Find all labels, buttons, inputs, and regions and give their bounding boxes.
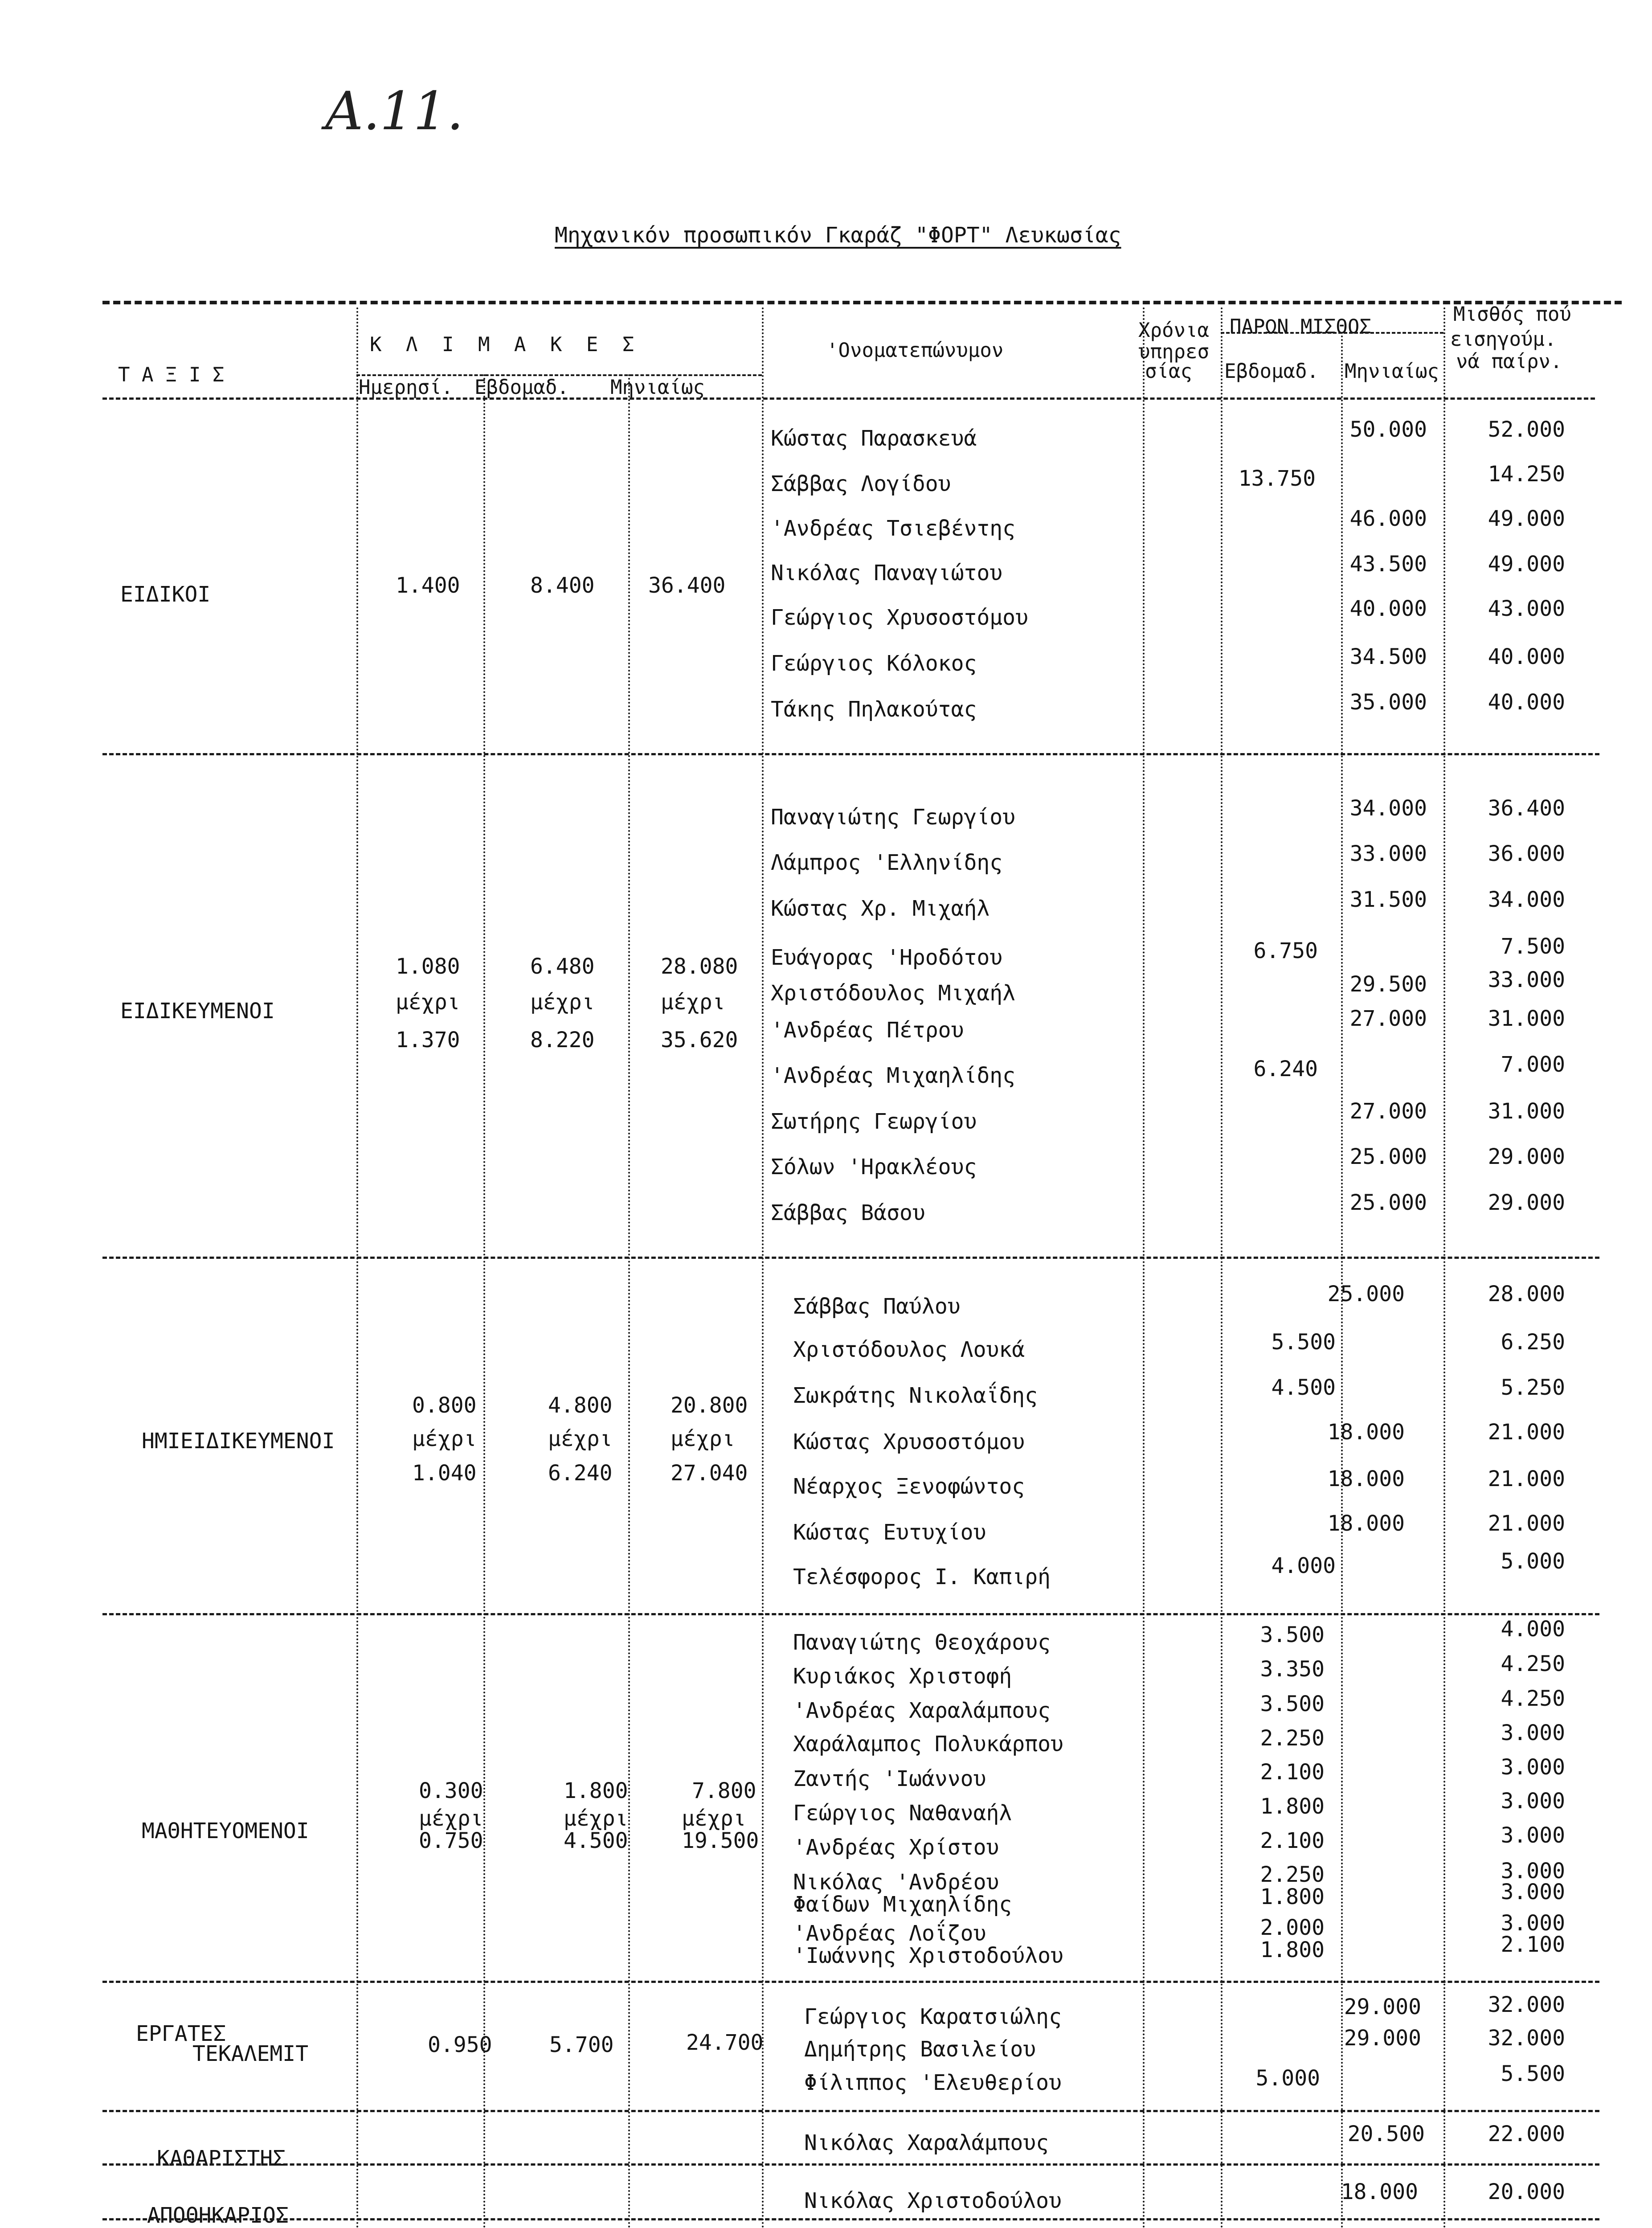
group-taxis: ΗΜΙΕΙΔΙΚΕΥΜΕΝΟΙ bbox=[142, 1429, 335, 1454]
employee-name: Σάββας Βάσου bbox=[771, 1200, 925, 1225]
header-misthos-1: Μισθός πού bbox=[1453, 303, 1571, 326]
scale-day: μέχρι bbox=[412, 1426, 477, 1451]
paron-week: 5.500 bbox=[1271, 1330, 1336, 1355]
paron-month: 27.000 bbox=[1349, 1006, 1427, 1031]
paron-week: 2.100 bbox=[1260, 1828, 1325, 1853]
proposed-salary: 4.250 bbox=[1501, 1686, 1565, 1711]
employee-name: Νικόλας Χαραλάμπους bbox=[804, 2130, 1049, 2155]
proposed-salary: 49.000 bbox=[1488, 506, 1565, 531]
group-taxis: ΑΠΟΘΗΚΑΡΙΟΣ bbox=[147, 2203, 289, 2228]
paron-week: 3.350 bbox=[1260, 1657, 1325, 1682]
proposed-salary: 6.250 bbox=[1501, 1330, 1565, 1355]
employee-name: Κυριάκος Χριστοφή bbox=[793, 1664, 1012, 1689]
header-evdomadiaio: Εβδομαδ. bbox=[474, 376, 569, 399]
paron-month: 34.500 bbox=[1349, 644, 1427, 669]
proposed-salary: 7.000 bbox=[1501, 1052, 1565, 1077]
paron-week: 1.800 bbox=[1260, 1794, 1325, 1819]
proposed-salary: 5.000 bbox=[1501, 1549, 1565, 1574]
header-onomateponymo: 'Ονοματεπώνυμον bbox=[826, 339, 1004, 362]
scale-day: μέχρι bbox=[419, 1806, 483, 1831]
scale-week: 8.220 bbox=[530, 1028, 595, 1053]
paron-month: 27.000 bbox=[1349, 1099, 1427, 1124]
proposed-salary: 36.000 bbox=[1488, 841, 1565, 866]
column-divider bbox=[628, 374, 630, 2228]
proposed-salary: 2.100 bbox=[1501, 1932, 1565, 1957]
proposed-salary: 3.000 bbox=[1501, 1720, 1565, 1745]
employee-name: 'Ανδρέας Λοΐζου bbox=[793, 1921, 986, 1946]
proposed-salary: 28.000 bbox=[1488, 1282, 1565, 1306]
group-taxis: ΕΡΓΑΤΕΣ bbox=[136, 2021, 226, 2046]
handwritten-annotation: A.11. bbox=[325, 80, 464, 142]
group-divider bbox=[102, 1981, 1599, 1983]
employee-name: 'Ανδρέας Πέτρου bbox=[771, 1018, 964, 1043]
paron-month: 18.000 bbox=[1341, 2179, 1418, 2204]
paron-month: 50.000 bbox=[1349, 417, 1427, 442]
employee-name: Λάμπρος 'Ελληνίδης bbox=[771, 850, 1003, 875]
scale-day: 0.800 bbox=[412, 1393, 477, 1418]
employee-name: Σόλων 'Ηρακλέους bbox=[771, 1155, 977, 1180]
scale-day: 1.040 bbox=[412, 1461, 477, 1486]
paron-week: 6.240 bbox=[1253, 1057, 1318, 1081]
group-divider bbox=[102, 1257, 1599, 1259]
group-divider bbox=[102, 2110, 1599, 2112]
header-misthos-2: εισηγούμ. bbox=[1450, 328, 1557, 351]
paron-week: 1.800 bbox=[1260, 1884, 1325, 1909]
scale-week: 1.800 bbox=[564, 1778, 628, 1803]
employee-name: 'Ανδρέας Χαραλάμπους bbox=[793, 1698, 1051, 1723]
scale-month: 7.800 bbox=[692, 1778, 756, 1803]
proposed-salary: 3.000 bbox=[1501, 1823, 1565, 1848]
proposed-salary: 49.000 bbox=[1488, 552, 1565, 577]
proposed-salary: 33.000 bbox=[1488, 967, 1565, 992]
column-divider bbox=[762, 307, 764, 2228]
proposed-salary: 3.000 bbox=[1501, 1789, 1565, 1814]
proposed-salary: 3.000 bbox=[1501, 1859, 1565, 1884]
paron-month: 25.000 bbox=[1327, 1282, 1405, 1306]
scale-week: μέχρι bbox=[564, 1806, 628, 1831]
employee-name: Παναγιώτης Γεωργίου bbox=[771, 805, 1016, 830]
header-taxis: Τ Α Ξ Ι Σ bbox=[118, 364, 225, 386]
scale-month: μέχρι bbox=[661, 990, 725, 1015]
employee-name: Χριστόδουλος Λουκά bbox=[793, 1337, 1025, 1362]
employee-name: Γεώργιος Ναθαναήλ bbox=[793, 1801, 1012, 1826]
proposed-salary: 20.000 bbox=[1488, 2179, 1565, 2204]
scale-week: 4.500 bbox=[564, 1828, 628, 1853]
scale-month: 28.080 bbox=[661, 954, 738, 979]
paron-week: 2.250 bbox=[1260, 1726, 1325, 1751]
scale-day: 0.950 bbox=[428, 2032, 492, 2057]
paron-month: 46.000 bbox=[1349, 506, 1427, 531]
scale-week: 4.800 bbox=[548, 1393, 613, 1418]
scale-month: 19.500 bbox=[682, 1828, 759, 1853]
proposed-salary: 52.000 bbox=[1488, 417, 1565, 442]
paron-week: 6.750 bbox=[1253, 938, 1318, 963]
employee-name: Σωκράτης Νικολαΐδης bbox=[793, 1383, 1038, 1408]
employee-name: Ζαντής 'Ιωάννου bbox=[793, 1766, 986, 1791]
proposed-salary: 32.000 bbox=[1488, 2026, 1565, 2051]
scale-month: 36.400 bbox=[648, 573, 726, 598]
paron-week: 2.250 bbox=[1260, 1862, 1325, 1887]
column-divider bbox=[1143, 307, 1145, 2228]
employee-name: Παναγιώτης Θεοχάρους bbox=[793, 1630, 1051, 1655]
paron-month: 40.000 bbox=[1349, 596, 1427, 621]
group-divider bbox=[102, 1613, 1599, 1615]
group-taxis: ΕΙΔΙΚΕΥΜΕΝΟΙ bbox=[120, 999, 275, 1024]
scale-month: μέχρι bbox=[682, 1806, 746, 1831]
proposed-salary: 36.400 bbox=[1488, 796, 1565, 821]
proposed-salary: 31.000 bbox=[1488, 1099, 1565, 1124]
scale-month: μέχρι bbox=[671, 1426, 735, 1451]
scale-day: 1.400 bbox=[396, 573, 460, 598]
paron-week: 3.500 bbox=[1260, 1691, 1325, 1716]
employee-name: 'Ιωάννης Χριστοδούλου bbox=[793, 1943, 1063, 1968]
paron-month: 31.500 bbox=[1349, 887, 1427, 912]
proposed-salary: 40.000 bbox=[1488, 690, 1565, 715]
employee-name: Γεώργιος Χρυσοστόμου bbox=[771, 605, 1028, 630]
scale-week: μέχρι bbox=[548, 1426, 613, 1451]
proposed-salary: 4.250 bbox=[1501, 1651, 1565, 1676]
group-taxis: ΤΕΚΑΛΕΜΙΤ bbox=[192, 2041, 309, 2066]
scale-day: 0.300 bbox=[419, 1778, 483, 1803]
scale-day: 1.080 bbox=[396, 954, 460, 979]
employee-name: Τάκης Πηλακούτας bbox=[771, 697, 977, 722]
proposed-salary: 14.250 bbox=[1488, 462, 1565, 487]
proposed-salary: 21.000 bbox=[1488, 1466, 1565, 1491]
proposed-salary: 7.500 bbox=[1501, 934, 1565, 959]
scale-week: 8.400 bbox=[530, 573, 595, 598]
employee-name: Κώστας Χρ. Μιχαήλ bbox=[771, 896, 990, 921]
header-rule bbox=[1221, 332, 1443, 334]
proposed-salary: 29.000 bbox=[1488, 1190, 1565, 1215]
proposed-salary: 4.000 bbox=[1501, 1617, 1565, 1642]
employee-name: Γεώργιος Καρατσιώλης bbox=[804, 2004, 1062, 2029]
employee-name: Χαράλαμπος Πολυκάρπου bbox=[793, 1732, 1063, 1757]
proposed-salary: 21.000 bbox=[1488, 1420, 1565, 1445]
employee-name: Νικόλας Χριστοδούλου bbox=[804, 2188, 1062, 2213]
paron-month: 25.000 bbox=[1349, 1144, 1427, 1169]
header-paron-miniaio: Μηνιαίως bbox=[1345, 360, 1439, 383]
group-taxis: ΚΑΘΑΡΙΣΤΗΣ bbox=[157, 2146, 286, 2171]
scale-week: 5.700 bbox=[549, 2032, 614, 2057]
header-miniaio: Μηνιαίως bbox=[610, 376, 705, 399]
header-xronia-3: σίας bbox=[1145, 360, 1192, 383]
scale-month: 27.040 bbox=[671, 1461, 748, 1486]
scale-week: μέχρι bbox=[530, 990, 595, 1015]
paron-week: 2.000 bbox=[1260, 1915, 1325, 1940]
employee-name: Φίλιππος 'Ελευθερίου bbox=[804, 2070, 1062, 2095]
scale-month: 35.620 bbox=[661, 1028, 738, 1053]
paron-month: 29.500 bbox=[1349, 972, 1427, 997]
employee-name: Κώστας Ευτυχίου bbox=[793, 1520, 986, 1545]
employee-name: Νικόλας 'Ανδρέου bbox=[793, 1870, 999, 1895]
employee-name: Φαίδων Μιχαηλίδης bbox=[793, 1892, 1012, 1917]
scale-month: 24.700 bbox=[686, 2030, 764, 2055]
employee-name: Δημήτρης Βασιλείου bbox=[804, 2037, 1036, 2062]
proposed-salary: 40.000 bbox=[1488, 644, 1565, 669]
employee-name: Γεώργιος Κόλοκος bbox=[771, 651, 977, 676]
scale-week: 6.240 bbox=[548, 1461, 613, 1486]
paron-week: 2.100 bbox=[1260, 1760, 1325, 1785]
header-misthos-3: νά παίρν. bbox=[1456, 350, 1562, 373]
paron-week: 3.500 bbox=[1260, 1622, 1325, 1647]
proposed-salary: 5.500 bbox=[1501, 2061, 1565, 2086]
group-divider bbox=[102, 2218, 1599, 2220]
proposed-salary: 43.000 bbox=[1488, 596, 1565, 621]
employee-name: Σάββας Λογίδου bbox=[771, 471, 951, 496]
employee-name: Σάββας Παύλου bbox=[793, 1294, 961, 1319]
paron-month: 34.000 bbox=[1349, 796, 1427, 821]
employee-name: 'Ανδρέας Μιχαηλίδης bbox=[771, 1063, 1016, 1088]
group-divider bbox=[102, 2163, 1599, 2166]
scale-day: 1.370 bbox=[396, 1028, 460, 1053]
employee-name: Κώστας Χρυσοστόμου bbox=[793, 1429, 1025, 1454]
employee-name: Σωτήρης Γεωργίου bbox=[771, 1109, 977, 1134]
proposed-salary: 5.250 bbox=[1501, 1375, 1565, 1400]
paron-month: 43.500 bbox=[1349, 552, 1427, 577]
paron-month: 18.000 bbox=[1327, 1420, 1405, 1445]
paron-week: 1.800 bbox=[1260, 1937, 1325, 1962]
paron-month: 29.000 bbox=[1344, 1995, 1421, 2019]
document-title: Μηχανικόν προσωπικόν Γκαράζ "ΦΟΡΤ" Λευκωσίας bbox=[555, 223, 1121, 248]
employee-name: Νέαρχος Ξενοφώντος bbox=[793, 1474, 1025, 1499]
proposed-salary: 22.000 bbox=[1488, 2122, 1565, 2146]
proposed-salary: 32.000 bbox=[1488, 1992, 1565, 2017]
group-taxis: ΜΑΘΗΤΕΥΟΜΕΝΟΙ bbox=[142, 1818, 309, 1843]
paron-month: 33.000 bbox=[1349, 841, 1427, 866]
employee-name: Κώστας Παρασκευά bbox=[771, 426, 977, 451]
header-xronia-1: Χρόνια bbox=[1138, 319, 1209, 342]
group-divider bbox=[102, 753, 1599, 755]
paron-month: 29.000 bbox=[1344, 2026, 1421, 2051]
employee-name: 'Ανδρέας Χρίστου bbox=[793, 1835, 999, 1860]
column-divider bbox=[1443, 307, 1445, 2228]
column-divider bbox=[1221, 307, 1223, 2228]
scale-day: μέχρι bbox=[396, 990, 460, 1015]
scale-month: 20.800 bbox=[671, 1393, 748, 1418]
proposed-salary: 21.000 bbox=[1488, 1511, 1565, 1536]
employee-name: Ευάγορας 'Ηροδότου bbox=[771, 945, 1003, 970]
header-paron-evdomad: Εβδομαδ. bbox=[1224, 360, 1319, 383]
header-bottom-rule bbox=[102, 397, 1595, 400]
paron-week: 5.000 bbox=[1255, 2066, 1320, 2091]
employee-name: 'Ανδρέας Τσιεβέντης bbox=[771, 516, 1016, 541]
header-xronia-2: υπηρεσ bbox=[1138, 340, 1209, 363]
paron-week: 4.000 bbox=[1271, 1553, 1336, 1578]
proposed-salary: 29.000 bbox=[1488, 1144, 1565, 1169]
header-imerisio: Ημερησί. bbox=[359, 376, 453, 399]
column-divider bbox=[483, 374, 485, 2228]
employee-name: Χριστόδουλος Μιχαήλ bbox=[771, 981, 1016, 1006]
employee-name: Νικόλας Παναγιώτου bbox=[771, 561, 1003, 586]
scale-week: 6.480 bbox=[530, 954, 595, 979]
proposed-salary: 3.000 bbox=[1501, 1755, 1565, 1780]
header-klimakes: Κ Λ Ι Μ Α Κ Ε Σ bbox=[370, 333, 641, 356]
paron-month: 18.000 bbox=[1327, 1466, 1405, 1491]
paron-week: 4.500 bbox=[1271, 1375, 1336, 1400]
proposed-salary: 34.000 bbox=[1488, 887, 1565, 912]
paron-month: 18.000 bbox=[1327, 1511, 1405, 1536]
employee-name: Τελέσφορος Ι. Καπιρή bbox=[793, 1565, 1051, 1589]
paron-month: 25.000 bbox=[1349, 1190, 1427, 1215]
paron-month: 35.000 bbox=[1349, 690, 1427, 715]
column-divider bbox=[356, 307, 358, 2228]
scale-day: 0.750 bbox=[419, 1828, 483, 1853]
paron-week: 13.750 bbox=[1238, 466, 1316, 491]
proposed-salary: 31.000 bbox=[1488, 1006, 1565, 1031]
paron-month: 20.500 bbox=[1347, 2122, 1425, 2146]
header-paron-misthos: ΠΑΡΩΝ ΜΙΣΘΟΣ bbox=[1230, 315, 1371, 338]
proposed-salary: 3.000 bbox=[1501, 1911, 1565, 1936]
column-divider bbox=[1341, 332, 1343, 2228]
header-rule bbox=[356, 374, 762, 376]
proposed-salary: 3.000 bbox=[1501, 1880, 1565, 1904]
table-top-rule bbox=[102, 301, 1622, 304]
group-taxis: ΕΙΔΙΚΟΙ bbox=[120, 582, 211, 607]
